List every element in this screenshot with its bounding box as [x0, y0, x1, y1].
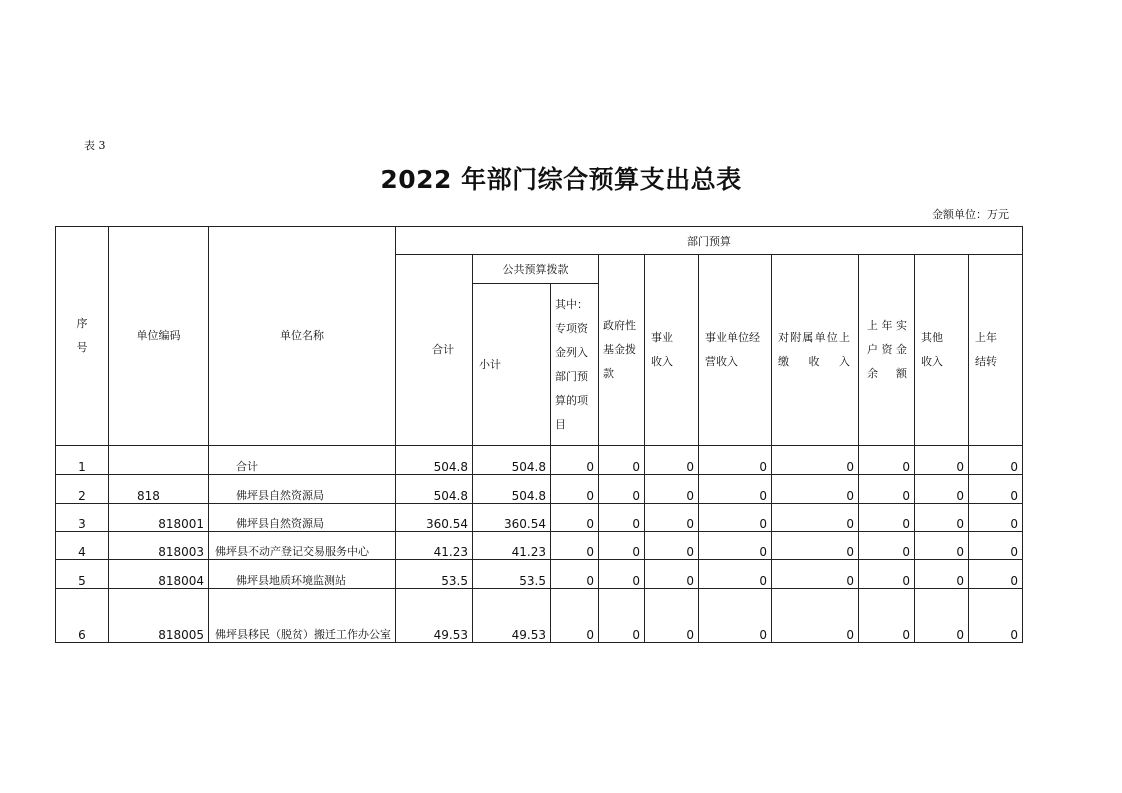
cell-special: 0	[551, 504, 599, 532]
cell-gov-fund: 0	[599, 475, 645, 504]
cell-business-income: 0	[645, 532, 699, 560]
table-row	[56, 504, 1023, 532]
cell-unit-name: 合计	[209, 446, 396, 475]
cell-carryover: 0	[969, 504, 1023, 532]
cell-other-income: 0	[915, 560, 969, 589]
cell-prior-balance: 0	[859, 532, 915, 560]
cell-subtotal: 41.23	[473, 532, 551, 560]
cell-gov-fund: 0	[599, 589, 645, 643]
cell-special: 0	[551, 560, 599, 589]
cell-business-income: 0	[645, 446, 699, 475]
header-subtotal: 小计	[473, 284, 551, 446]
cell-other-income: 0	[915, 504, 969, 532]
cell-affiliated-income: 0	[772, 560, 859, 589]
cell-total: 360.54	[396, 504, 473, 532]
cell-special: 0	[551, 446, 599, 475]
table-number-label: 表 3	[84, 139, 106, 152]
cell-business-ops-income: 0	[699, 532, 772, 560]
cell-unit-name: 佛坪县不动产登记交易服务中心	[209, 532, 396, 560]
table-row	[56, 532, 1023, 560]
cell-total: 504.8	[396, 475, 473, 504]
cell-subtotal: 504.8	[473, 475, 551, 504]
cell-business-ops-income: 0	[699, 560, 772, 589]
cell-seq: 6	[56, 589, 109, 643]
cell-business-income: 0	[645, 504, 699, 532]
cell-total: 49.53	[396, 589, 473, 643]
cell-carryover: 0	[969, 446, 1023, 475]
header-special-project: 其中：专项资金列入部门预算的项目	[551, 284, 599, 446]
header-other-income: 其他收入	[915, 255, 969, 446]
cell-unit-code: 818	[109, 475, 209, 504]
cell-prior-balance: 0	[859, 475, 915, 504]
cell-subtotal: 360.54	[473, 504, 551, 532]
cell-other-income: 0	[915, 532, 969, 560]
cell-unit-name: 佛坪县地质环境监测站	[209, 560, 396, 589]
cell-other-income: 0	[915, 589, 969, 643]
cell-business-income: 0	[645, 560, 699, 589]
cell-total: 504.8	[396, 446, 473, 475]
cell-unit-code	[109, 446, 209, 475]
cell-unit-code: 818005	[109, 589, 209, 643]
cell-unit-code: 818004	[109, 560, 209, 589]
header-prior-balance: 上年实户资金余额	[859, 255, 915, 446]
cell-business-ops-income: 0	[699, 475, 772, 504]
cell-subtotal: 49.53	[473, 589, 551, 643]
cell-special: 0	[551, 532, 599, 560]
cell-gov-fund: 0	[599, 504, 645, 532]
header-carryover: 上年结转	[969, 255, 1023, 446]
header-unit-name: 单位名称	[209, 227, 396, 446]
cell-carryover: 0	[969, 475, 1023, 504]
cell-subtotal: 504.8	[473, 446, 551, 475]
cell-special: 0	[551, 475, 599, 504]
cell-business-ops-income: 0	[699, 504, 772, 532]
cell-seq: 2	[56, 475, 109, 504]
table-row	[56, 475, 1023, 504]
cell-carryover: 0	[969, 589, 1023, 643]
cell-prior-balance: 0	[859, 504, 915, 532]
header-business-income: 事业收入	[645, 255, 699, 446]
cell-other-income: 0	[915, 446, 969, 475]
header-gov-fund: 政府性基金拨款	[599, 255, 645, 446]
cell-seq: 3	[56, 504, 109, 532]
cell-unit-name: 佛坪县移民（脱贫）搬迁工作办公室	[209, 589, 396, 643]
cell-affiliated-income: 0	[772, 589, 859, 643]
cell-seq: 1	[56, 446, 109, 475]
cell-affiliated-income: 0	[772, 532, 859, 560]
cell-special: 0	[551, 589, 599, 643]
cell-carryover: 0	[969, 560, 1023, 589]
header-dept-budget: 部门预算	[396, 227, 1023, 255]
header-seq: 序号	[56, 227, 109, 446]
amount-unit-label: 金额单位：万元	[932, 208, 1009, 221]
cell-business-income: 0	[645, 589, 699, 643]
cell-business-ops-income: 0	[699, 589, 772, 643]
cell-total: 53.5	[396, 560, 473, 589]
cell-unit-code: 818001	[109, 504, 209, 532]
cell-prior-balance: 0	[859, 589, 915, 643]
header-affiliated-income: 对附属单位上缴收入	[772, 255, 859, 446]
page-title: 2022 年部门综合预算支出总表	[380, 165, 742, 194]
cell-prior-balance: 0	[859, 560, 915, 589]
cell-seq: 4	[56, 532, 109, 560]
cell-seq: 5	[56, 560, 109, 589]
cell-subtotal: 53.5	[473, 560, 551, 589]
cell-gov-fund: 0	[599, 560, 645, 589]
cell-total: 41.23	[396, 532, 473, 560]
table-row	[56, 560, 1023, 589]
cell-gov-fund: 0	[599, 446, 645, 475]
table-row	[56, 589, 1023, 643]
cell-business-ops-income: 0	[699, 446, 772, 475]
header-business-ops-income: 事业单位经营收入	[699, 255, 772, 446]
cell-business-income: 0	[645, 475, 699, 504]
table-row	[56, 446, 1023, 475]
cell-gov-fund: 0	[599, 532, 645, 560]
cell-unit-name: 佛坪县自然资源局	[209, 504, 396, 532]
cell-other-income: 0	[915, 475, 969, 504]
cell-prior-balance: 0	[859, 446, 915, 475]
budget-expenditure-table	[55, 226, 1023, 643]
cell-carryover: 0	[969, 532, 1023, 560]
cell-unit-name: 佛坪县自然资源局	[209, 475, 396, 504]
cell-affiliated-income: 0	[772, 504, 859, 532]
cell-unit-code: 818003	[109, 532, 209, 560]
cell-affiliated-income: 0	[772, 475, 859, 504]
header-public-budget: 公共预算拨款	[473, 255, 599, 284]
header-total: 合计	[396, 255, 473, 446]
header-unit-code: 单位编码	[109, 227, 209, 446]
cell-affiliated-income: 0	[772, 446, 859, 475]
